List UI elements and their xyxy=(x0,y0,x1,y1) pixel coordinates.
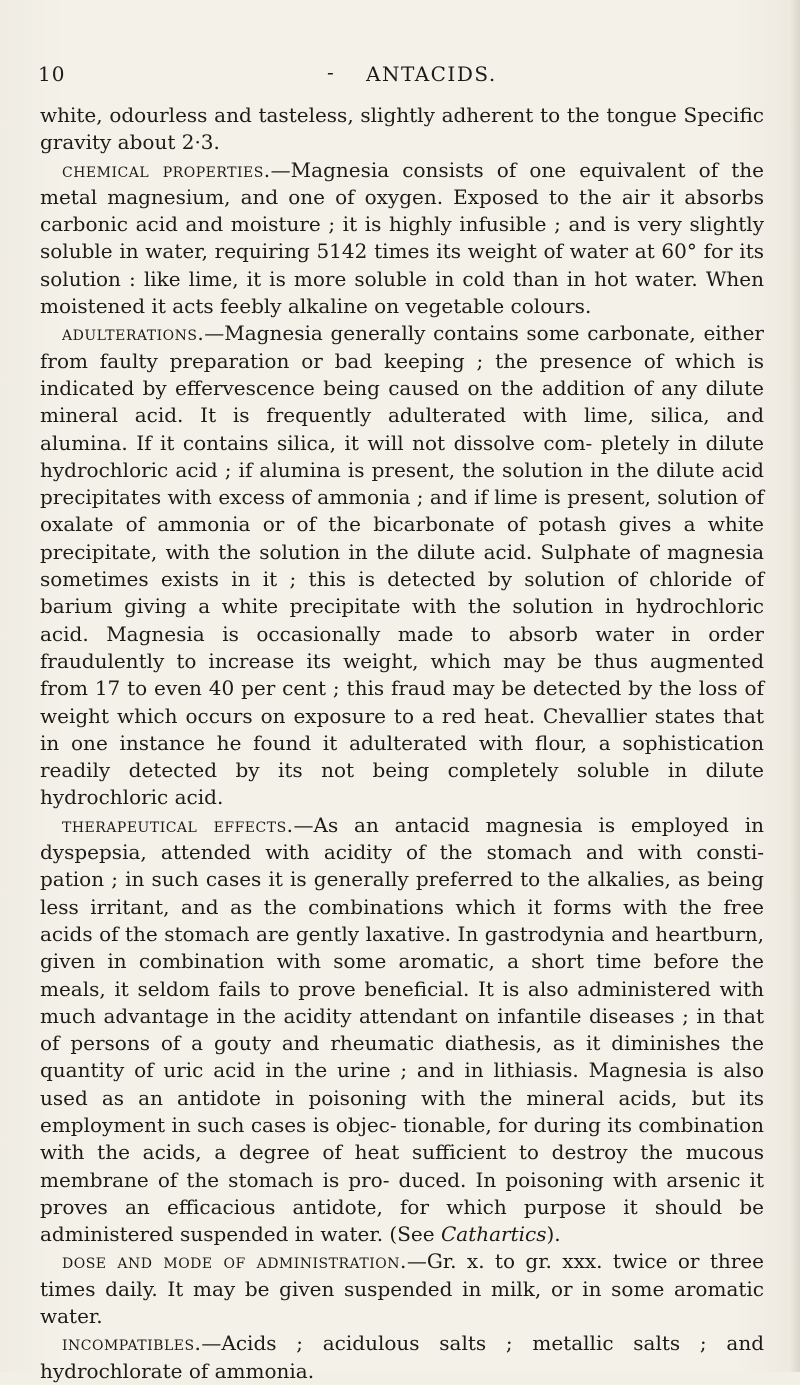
chemical-properties-paragraph xyxy=(40,157,764,321)
running-head: ANTACIDS. xyxy=(366,62,497,86)
incompatibles-text: —Acids ; acidulous salts ; metallic salts ; and hydrochlorate of ammonia. xyxy=(40,1331,764,1383)
adulterations-paragraph xyxy=(40,320,764,811)
intro-text: white, odourless and tasteless, slightly adherent to the tongue Specific gravity about 2·3. xyxy=(40,103,764,155)
page-number: 10 xyxy=(38,62,66,86)
incompatibles-heading: incompatibles. xyxy=(62,1331,202,1356)
dose-heading: dose and mode of administration. xyxy=(62,1249,407,1274)
page-edge-shadow xyxy=(790,0,800,1372)
page-header xyxy=(38,62,766,88)
cross-reference xyxy=(389,1222,560,1246)
header-mark: - xyxy=(327,60,335,84)
therapeutical-effects-paragraph xyxy=(40,812,764,1249)
cross-reference-close: ). xyxy=(546,1222,561,1247)
dose-paragraph xyxy=(40,1248,764,1330)
intro-paragraph xyxy=(40,102,764,157)
adulterations-heading: adulterations. xyxy=(62,321,205,346)
therapeutical-effects-text: —As an antacid magnesia is employed in dyspepsia, attended with acidity of the stomach and with consti- pation ; in such cases it is generally preferred to the alkalies, as being less irritant, and as the combinations which it forms with the free acids of the stomach are gently laxative. In gastrodynia and heartburn, given in combination with some aromatic, a short time before the meals, it seldom fails to prove beneficial. It is also administered with much advantage in the acidity attendant on infantile diseases ; in that of persons of a gouty and rheumatic diathesis, as it diminishes the quantity of uric acid in the urine ; and in lithiasis. Magnesia is also used as an antidote in poisoning with the mineral acids, but its employment in such cases is objec- tionable, for during its combination with the acids, a degree of heat sufficient to destroy the mucous membrane of the stomach is pro- duced. In poisoning with arsenic it proves an efficacious antidote, for which purpose it should be administered suspended in water. xyxy=(40,812,764,1247)
chemical-properties-heading: chemical properties. xyxy=(62,157,271,182)
cross-reference-title: Cathartics xyxy=(440,1222,547,1247)
body-text xyxy=(40,102,764,1385)
adulterations-text: —Magnesia generally contains some carbonate, either from faulty preparation or bad keeping ; the presence of which is indicated by effervescence being caused on the addition of any dilute mineral acid. It is frequently adulterated with lime, silica, and alumina. If it contains silica, it will not dissolve com- pletely in dilute hydrochloric acid ; if alumina is present, the solution in the dilute acid precipitates with excess of ammonia ; and if lime is present, solution of oxalate of ammonia or of the bicarbonate of potash gives a white precipitate, with the solution in the dilute acid. Sulphate of magnesia sometimes exists in it ; this is detected by solution of chloride of barium giving a white precipitate with the solution in hydrochloric acid. Magnesia is occasionally made to absorb water in order fraudulently to increase its weight, which may be thus augmented from 17 to even 40 per cent ; this fraud may be detected by the loss of weight which occurs on exposure to a red heat. Chevallier states that in one instance he found it adulterated with flour, a sophistication readily detected by its not being completely soluble in dilute hydrochloric acid. xyxy=(40,321,764,810)
incompatibles-paragraph xyxy=(40,1330,764,1385)
therapeutical-effects-heading: therapeutical effects. xyxy=(62,812,294,837)
cross-reference-open: (See xyxy=(389,1222,441,1247)
chemical-properties-text: —Magnesia consists of one equivalent of the metal magnesium, and one of oxygen. Exposed to the air it absorbs carbonic acid and moisture ; it is highly infusible ; and is very slightly soluble in water, requiring 5142 times its weight of water at 60° for its solution : like lime, it is more soluble in cold than in hot water. When moistened it acts feebly alkaline on vegetable colours. xyxy=(40,157,764,319)
dose-text: —Gr. x. to gr. xxx. twice or three times daily. It may be given suspended in milk, or in some aromatic water. xyxy=(40,1249,764,1329)
